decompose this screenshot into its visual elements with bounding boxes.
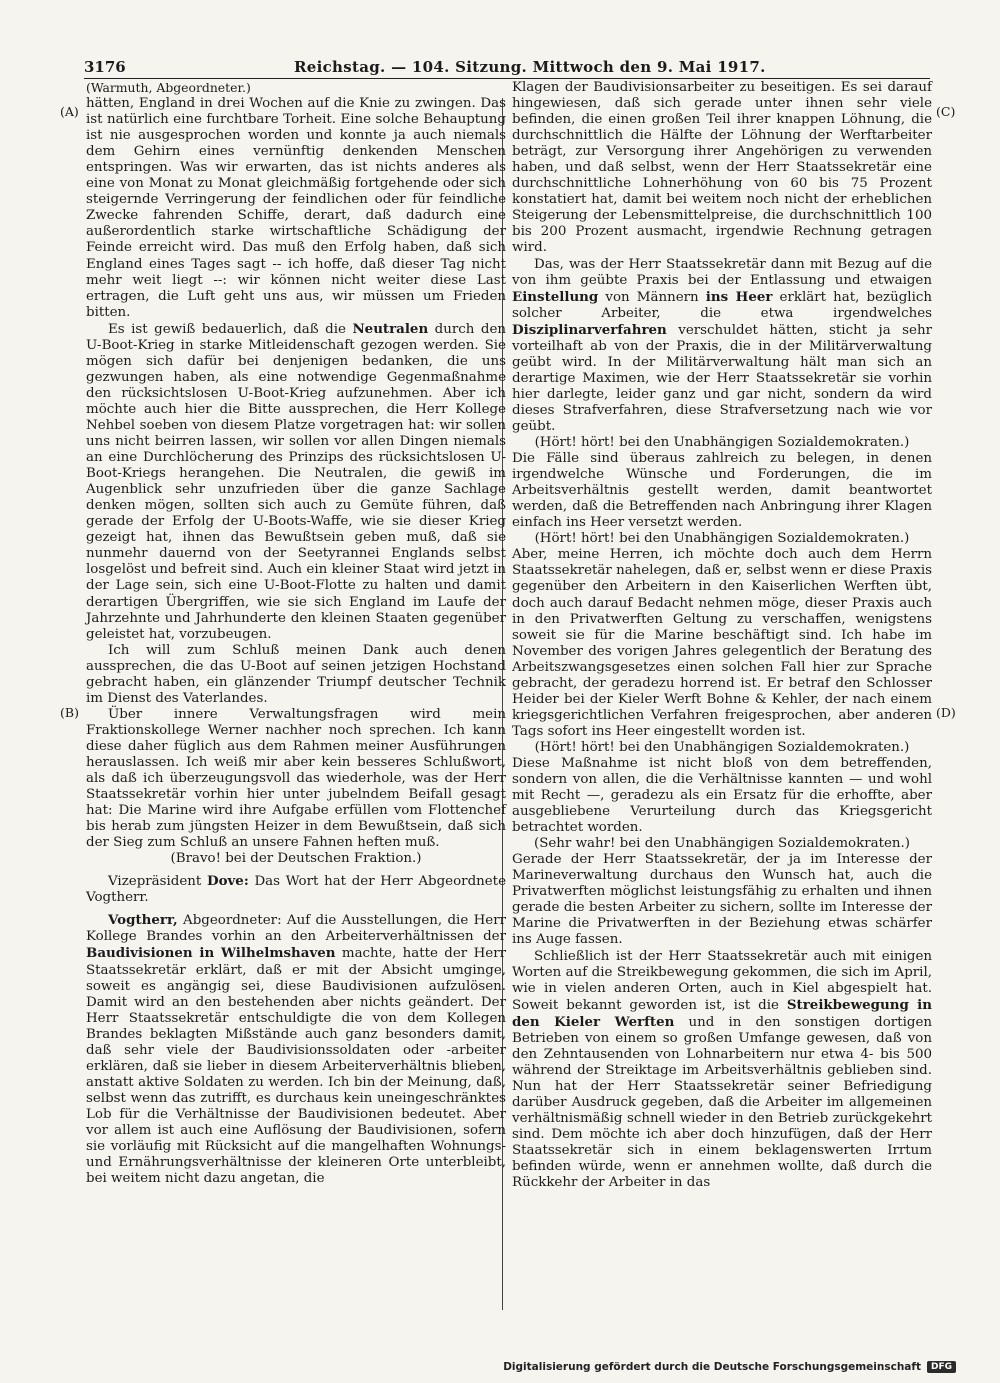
paragraph: Vizepräsident Dove: Das Wort hat der Herr Abgeordnete Vogtherr. <box>86 873 506 906</box>
bold-term: Streikbewegung in den Kieler Werften <box>512 996 932 1030</box>
margin-marker-d: (D) <box>936 705 956 720</box>
interjection: (Hört! hört! bei den Unabhängigen Sozialdemokraten.) <box>534 531 910 547</box>
paragraph: Das, was der Herr Staatssekretär dann mit Bezug auf die von ihm geübte Praxis bei der Entlassung und etwaigen Einstellung von Männern ins Heer erklärt hat, bezüglich solcher Arbeiter, die etwa irgendwelches Disziplinarverfahren verschuldet hätten, sticht ja sehr vorteilhaft ab von der Praxis, die in der Militärverwaltung geübt wird. In der Militärverwaltung hält man sich an derartige Maximen, wie der Herr Staatssekretär sie vorhin hier darlegte, leider ganz und gar nicht, sondern da wird dieses Strafverfahren, diese Strafversetzung nach wie vor geübt. <box>512 256 932 434</box>
interjection: (Sehr wahr! bei den Unabhängigen Sozialdemokraten.) <box>533 836 911 852</box>
dfg-logo: DFG <box>927 1361 956 1373</box>
margin-marker-c: (C) <box>936 104 956 119</box>
footer-text: Digitalisierung gefördert durch die Deutsche Forschungsgemeinschaft <box>503 1361 921 1373</box>
paragraph: Über innere Verwaltungsfragen wird mein Fraktionskollege Werner nachher noch sprechen. Ich kann diese daher füglich aus dem Rahmen meiner Ausführungen herauslassen. Ich weiß mir aber kein besseres Schlußwort, als daß ich überzeugungsvoll das wiederhole, was der Herr Staatssekretär vorhin hier unter jubelndem Beifall gesagt hat: Die Marine wird ihre Aufgabe erfüllen vom Flottenchef bis herab zum jüngsten Heizer in dem Bewußtsein, daß sich der Sieg zum Schluß an unsere Fahnen heften muß. <box>86 706 506 851</box>
paragraph: Schließlich ist der Herr Staatssekretär auch mit einigen Worten auf die Streikbewegung gekommen, die sich im April, wie in vielen anderen Orten, auch in Kiel abgespielt hat. Soweit bekannt geworden ist, ist die Streikbewegung in den Kieler Werften und in den sonstigen dortigen Betrieben von einem so großen Umfange gewesen, daß von den Zehntausenden von Lohnarbeitern nur etwa 4- bis 500 während der Streiktage im Arbeitsverhältnis geblieben sind. Nun hat der Herr Staatssekretär seiner Befriedigung darüber Ausdruck gegeben, daß die Arbeiter im allgemeinen verhältnismäßig schnell wieder in den Betrieb zurückgekehrt sind. Dem möchte ich aber doch hinzufügen, daß der Herr Staatssekretär sich in einem beklagenswerten Irrtum befinden würde, wenn er annehmen wollte, daß durch die Rückkehr der Arbeiter in das <box>512 948 932 1191</box>
interjection: (Hört! hört! bei den Unabhängigen Sozialdemokraten.) <box>534 739 910 755</box>
bold-term: Disziplinarverfahren <box>512 321 667 338</box>
header-rule <box>84 78 930 79</box>
speaker-name: Dove: <box>206 873 249 890</box>
left-column <box>86 80 506 1187</box>
paragraph: Die Fälle sind überaus zahlreich zu belegen, in denen irgendwelche Wünsche und Forderungen, die im Arbeitsverhältnis gestellt werden, damit beantwortet werden, daß die Betreffenden nach Anbringung ihrer Klagen einfach ins Heer versetzt werden. <box>512 451 932 531</box>
paragraph: Diese Maßnahme ist nicht bloß von dem betreffenden, sondern von allen, die die Verhältnisse kannten — und wohl mit Recht —, geradezu als ein Ersatz für die erhoffte, aber ausgebliebene Verurteilung durch das Kriegsgericht betrachtet worden. <box>512 755 932 836</box>
paragraph: Vogtherr, Abgeordneter: Auf die Ausstellungen, die Herr Kollege Brandes vorhin an den Arbeiterverhältnissen der Baudivisionen in Wilhelmshaven machte, hatte der Herr Staatssekretär erklärt, daß er mit der Absicht umginge, soweit es angängig sei, diese Baudivisionen aufzulösen. Damit wird an den bestehenden aber nichts geändert. Der Herr Staatssekretär entschuldigte die von dem Kollegen Brandes beklagten Mißstände auch ganz besonders damit, daß sehr viele der Baudivisionssoldaten oder -arbeiter erklären, daß sie lieber in diesem Arbeiterverhältnis blieben, anstatt aktive Soldaten zu werden. Ich bin der Meinung, daß, selbst wenn das zutrifft, es durchaus kein uneingeschränktes Lob für die Verhältnisse der Baudivisionen bedeutet. Aber vor allem ist auch eine Auflösung der Baudivisionen, sofern sie vorläufig mit Rücksicht auf die mangelhaften Wohnungs- und Ernährungsverhältnisse der kleineren Orte unterbleibt, bei weitem nicht dazu angetan, die <box>86 912 506 1187</box>
paragraph: Es ist gewiß bedauerlich, daß die Neutralen durch den U-Boot-Krieg in starke Mitleidenschaft gezogen werden. Sie mögen sich dafür bei denjenigen bedanken, die uns gezwungen haben, als eine notwendige Gegenmaßnahme den rücksichtslosen U-Boot-Krieg aufzunehmen. Aber ich möchte auch hier die Bitte aussprechen, die Herr Kollege Nehbel soeben von diesem Platze vorgetragen hat: wir sollen uns nicht beirren lassen, wir sollen vor allen Dingen niemals an eine Durchlöcherung des Prinzips des rücksichtslosen U-Boot-Kriegs herangehen. Die Neutralen, die gewiß im Augenblick sehr unzufrieden über die ganze Sachlage denken mögen, sollten sich auch zu Gemüte führen, daß gerade der Erfolg der U-Boots-Waffe, wie sie dieser Krieg gezeigt hat, ihnen das Bewußtsein geben muß, daß sie nunmehr dauernd von der Seetyrannei Englands selbst losgelöst und befreit sind. Auch ein kleiner Staat wird jetzt in der Lage sein, sich eine U-Boot-Flotte zu halten und damit derartigen Übergriffen, wie sie sich England im Laufe der Jahrzehnte und Jahrhunderte den kleinen Staaten gegenüber geleistet hat, vorzubeugen. <box>86 320 506 642</box>
speaker-tag: (Warmuth, Abgeordneter.) <box>86 80 251 95</box>
bold-term: Baudivisionen in Wilhelmshaven <box>86 945 336 962</box>
paragraph: Ich will zum Schluß meinen Dank auch denen aussprechen, die das U-Boot auf seinen jetzigen Hochstand gebracht haben, ein glänzender Triumpf deutscher Technik im Dienst des Vaterlandes. <box>86 642 506 706</box>
paragraph: hätten, England in drei Wochen auf die Knie zu zwingen. Das ist natürlich eine furchtbare Torheit. Eine solche Behauptung ist nie ausgesprochen worden und konnte ja auch niemals dem Gehirn eines vernünftig denkenden Menschen entspringen. Was wir erwarten, das ist nichts anderes als eine von Monat zu Monat gleichmäßig fortgehende oder sich steigernde Verringerung der feindlichen oder für feindliche Zwecke fahrenden Schiffe, derart, daß dadurch eine außerordentlich starke wirtschaftliche Schädigung der Feinde erreicht wird. Das muß den Erfolg haben, daß sich England eines Tages sagt -- ich hoffe, daß dieser Tag nicht mehr weit liegt --: wir können nicht weiter diese Last ertragen, die Luft geht uns aus, wir müssen um Frieden bitten. <box>86 96 506 320</box>
running-title: Reichstag. — 104. Sitzung. Mittwoch den 9. Mai 1917. <box>294 58 766 76</box>
margin-marker-b: (B) <box>60 705 79 720</box>
bold-term: ins Heer <box>705 288 773 305</box>
bold-term: Neutralen <box>352 320 429 337</box>
page-number: 3176 <box>84 58 126 76</box>
bold-term: Einstellung <box>512 288 599 305</box>
speaker-name: Vogtherr, <box>108 912 178 929</box>
page-header <box>84 56 930 78</box>
right-column <box>512 80 932 1191</box>
paragraph: Gerade der Herr Staatssekretär, der ja im Interesse der Marineverwaltung durchaus den Wunsch hat, auch die Privatwerften möglichst leistungsfähig zu erhalten und ihnen gerade die besten Arbeiter zu sichern, sollte im Interesse der Marine die Privatwerften in der Beziehung etwas schärfer ins Auge fassen. <box>512 852 932 948</box>
interjection: (Bravo! bei der Deutschen Fraktion.) <box>170 851 422 867</box>
margin-marker-a: (A) <box>60 104 79 119</box>
paragraph: Klagen der Baudivisionsarbeiter zu beseitigen. Es sei darauf hingewiesen, daß sich gerade unter ihnen sehr viele befinden, die einen großen Teil ihrer knappen Löhnung, die durchschnittlich die Hälfte der Löhnung der Werftarbeiter beträgt, zur Versorgung ihrer Angehörigen zu verwenden haben, und daß selbst, wenn der Herr Staatssekretär eine durchschnittliche Lohnerhöhung von 60 bis 75 Prozent konstatiert hat, damit bei weitem noch nicht der erheblichen Steigerung der Lebensmittelpreise, die durchschnittlich 100 bis 200 Prozent ausmacht, irgendwie Rechnung getragen wird. <box>512 80 932 256</box>
digitization-footer <box>503 1358 956 1376</box>
paragraph: Aber, meine Herren, ich möchte doch auch dem Herrn Staatssekretär nahelegen, daß er, selbst wenn er diese Praxis gegenüber den Arbeitern in den Kaiserlichen Werften übt, doch auch darauf Bedacht nehmen möge, dieser Praxis auch in den Privatwerften Geltung zu verschaffen, wenigstens soweit sie für die Marine beschäftigt sind. Ich habe im November des vorigen Jahres gelegentlich der Beratung des Arbeitszwangsgesetzes einen solchen Fall hier zur Sprache gebracht, der geradezu horrend ist. Er betraf den Schlosser Heider bei der Kieler Werft Bohne & Kehler, der nach einem kriegsgerichtlichen Verfahren freigesprochen, aber anderen Tags sofort ins Heer eingestellt worden ist. <box>512 547 932 739</box>
interjection: (Hört! hört! bei den Unabhängigen Sozialdemokraten.) <box>534 435 910 451</box>
